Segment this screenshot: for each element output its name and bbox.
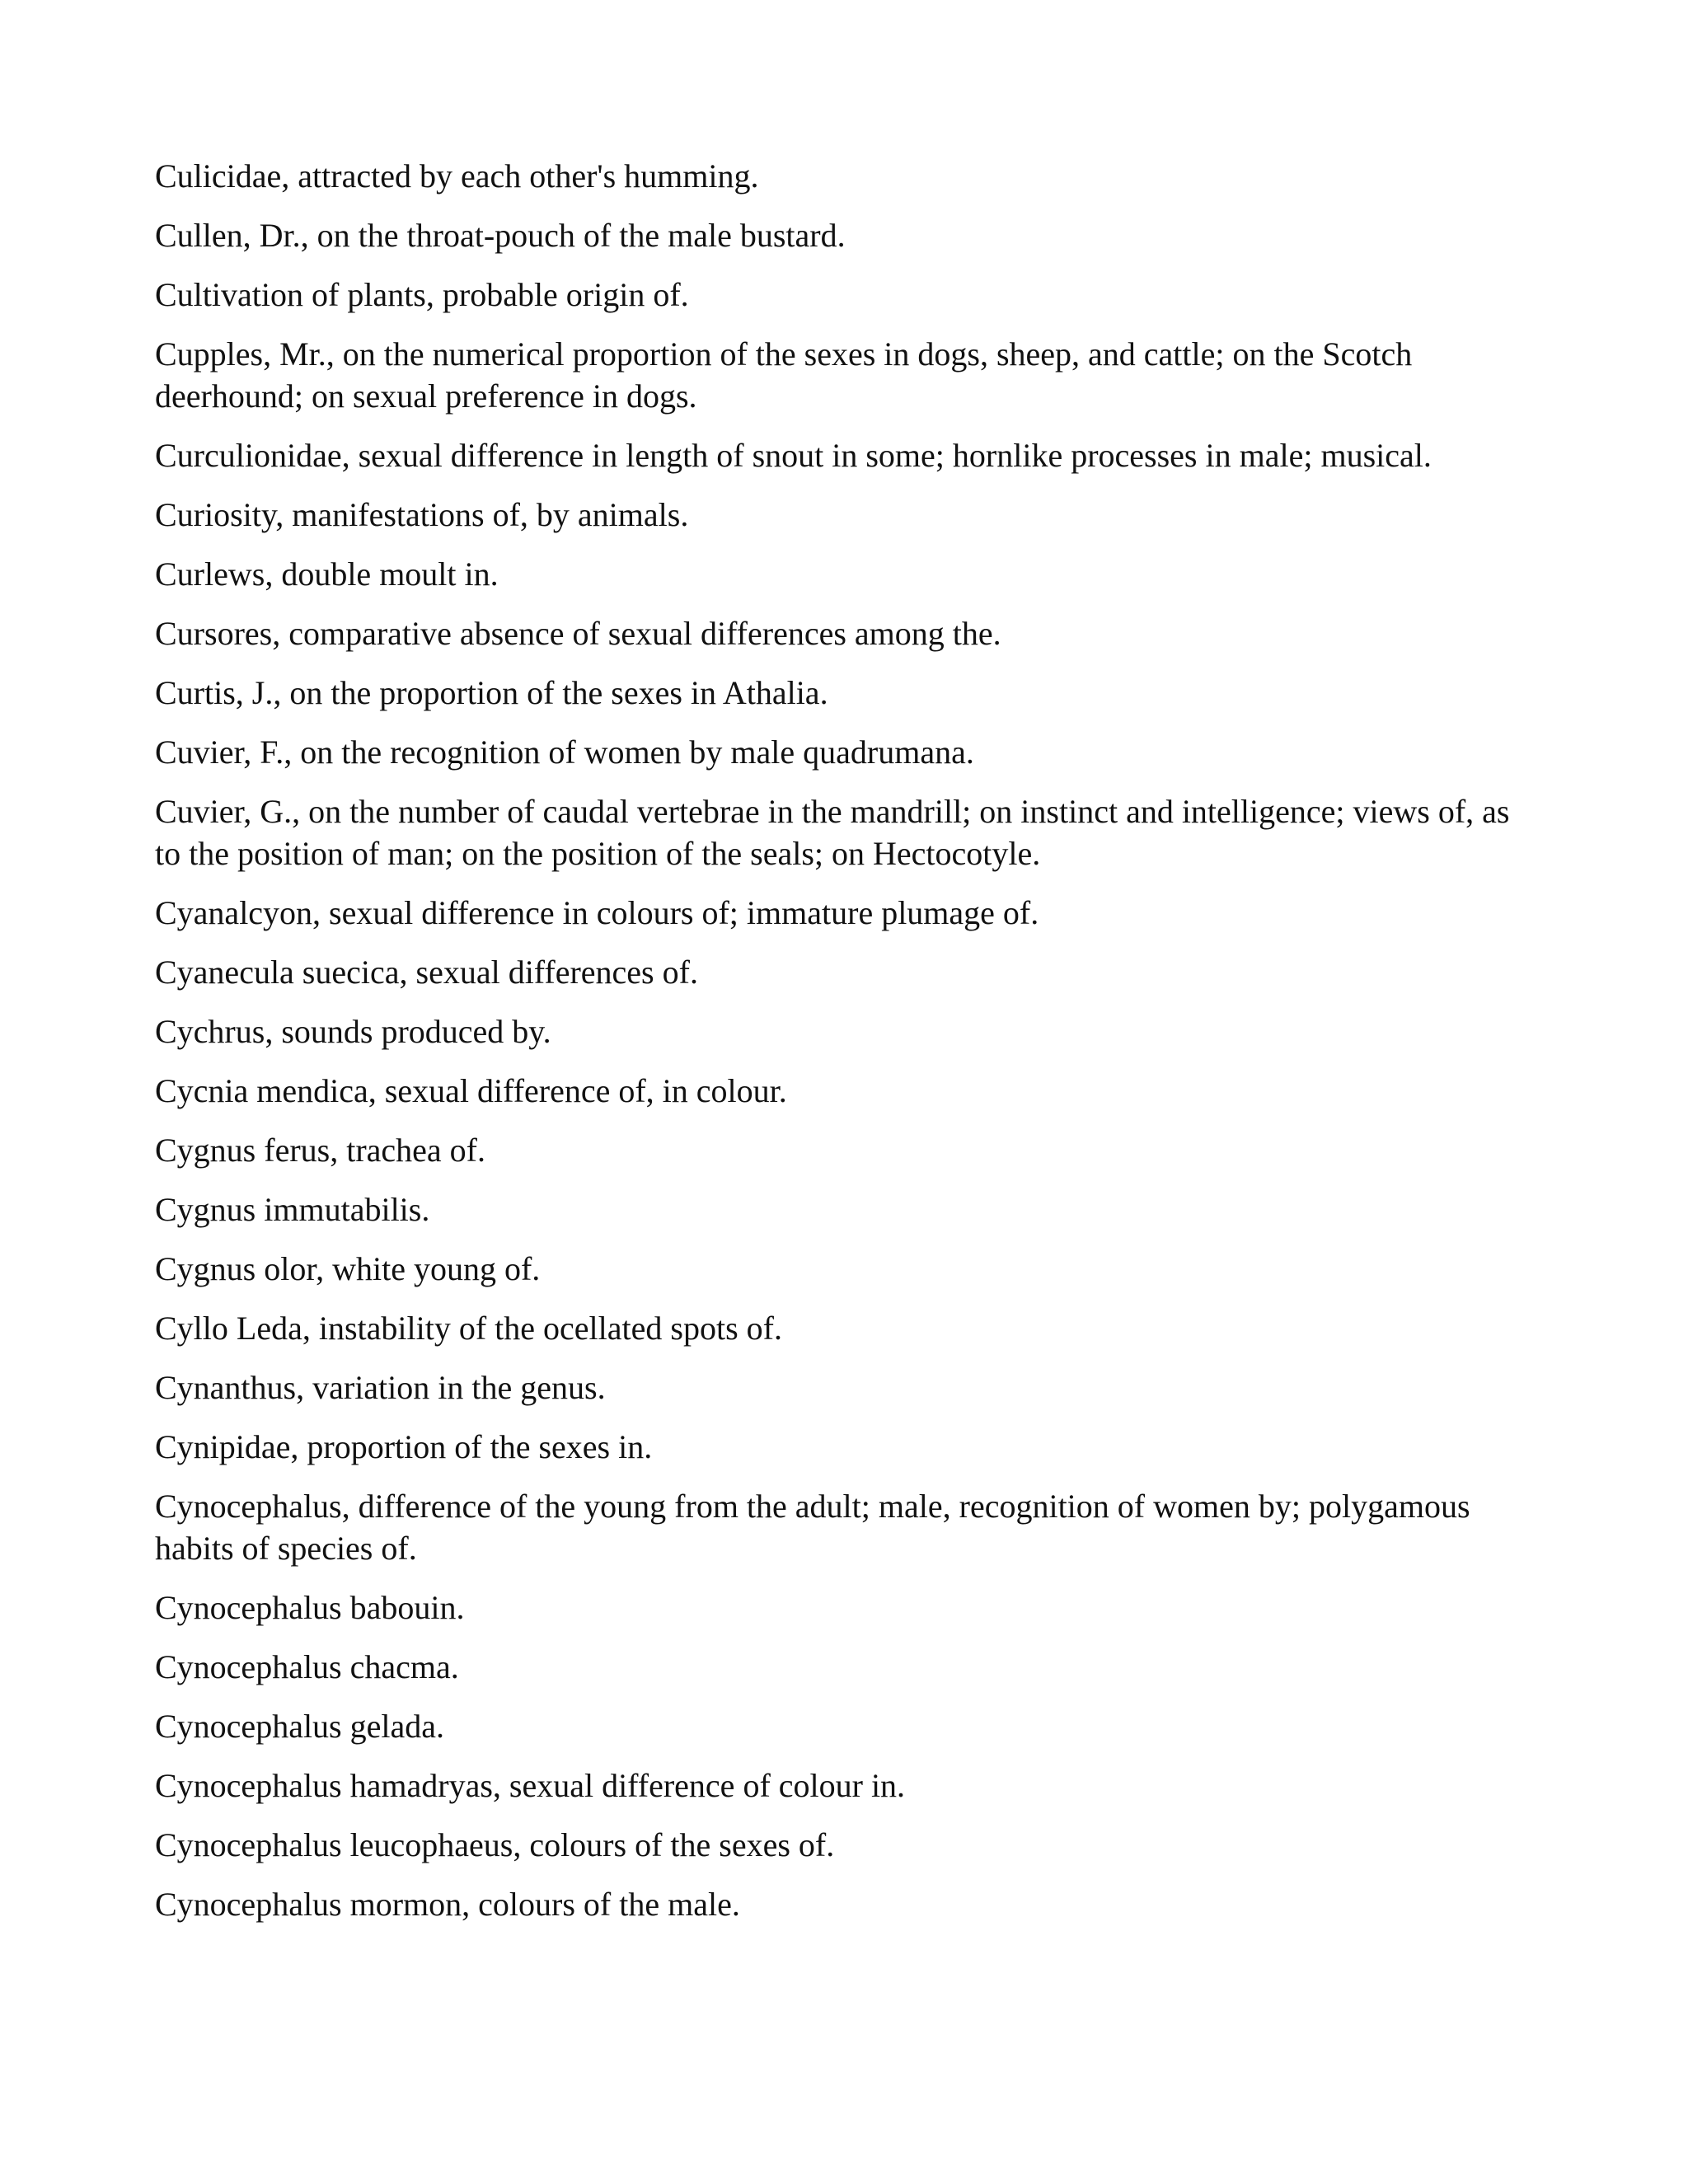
index-entry: Cynocephalus mormon, colours of the male. [155, 1886, 740, 1923]
index-entry: Cynipidae, proportion of the sexes in. [155, 1428, 653, 1465]
index-entry: Cynocephalus babouin. [155, 1589, 465, 1626]
index-entry: Cuvier, G., on the number of caudal vertebrae in the mandrill; on instinct and intelligence; views of, as to the position of man; on the position of the seals; on Hectocotyle. [155, 793, 1510, 872]
index-entry: Cycnia mendica, sexual difference of, in colour. [155, 1072, 787, 1109]
index-entry: Curtis, J., on the proportion of the sexes in Athalia. [155, 674, 828, 711]
index-entry: Cynocephalus chacma. [155, 1648, 459, 1685]
index-entry: Cynocephalus hamadryas, sexual difference of colour in. [155, 1767, 906, 1804]
index-entry: Cupples, Mr., on the numerical proportion of the sexes in dogs, sheep, and cattle; on the Scotch deerhound; on sexual preference in dogs. [155, 335, 1413, 415]
index-entry: Cursores, comparative absence of sexual differences among the. [155, 615, 1001, 652]
index-entry: Cullen, Dr., on the throat-pouch of the male bustard. [155, 217, 846, 254]
index-entry: Cynocephalus leucophaeus, colours of the sexes of. [155, 1826, 835, 1863]
index-entry: Cygnus olor, white young of. [155, 1250, 541, 1287]
index-entry: Curculionidae, sexual difference in length of snout in some; hornlike processes in male; musical. [155, 437, 1432, 474]
index-entry: Cuvier, F., on the recognition of women by male quadrumana. [155, 733, 974, 771]
index-entry: Cynanthus, variation in the genus. [155, 1369, 606, 1406]
index-entry: Culicidae, attracted by each other's humming. [155, 157, 759, 194]
index-entry: Cultivation of plants, probable origin of. [155, 276, 689, 313]
index-list [155, 155, 1527, 1943]
index-entry: Curiosity, manifestations of, by animals. [155, 496, 689, 533]
index-entry: Cyanecula suecica, sexual differences of. [155, 954, 698, 991]
index-entry: Curlews, double moult in. [155, 555, 499, 593]
index-entry: Cynocephalus gelada. [155, 1708, 444, 1745]
index-entry: Cyllo Leda, instability of the ocellated spots of. [155, 1310, 782, 1347]
index-entry: Cyanalcyon, sexual difference in colours of; immature plumage of. [155, 894, 1039, 931]
index-entry: Cygnus immutabilis. [155, 1191, 430, 1228]
index-entry: Cychrus, sounds produced by. [155, 1013, 551, 1050]
index-entry: Cygnus ferus, trachea of. [155, 1132, 485, 1169]
index-entry: Cynocephalus, difference of the young from the adult; male, recognition of women by; polygamous habits of species of. [155, 1488, 1470, 1567]
